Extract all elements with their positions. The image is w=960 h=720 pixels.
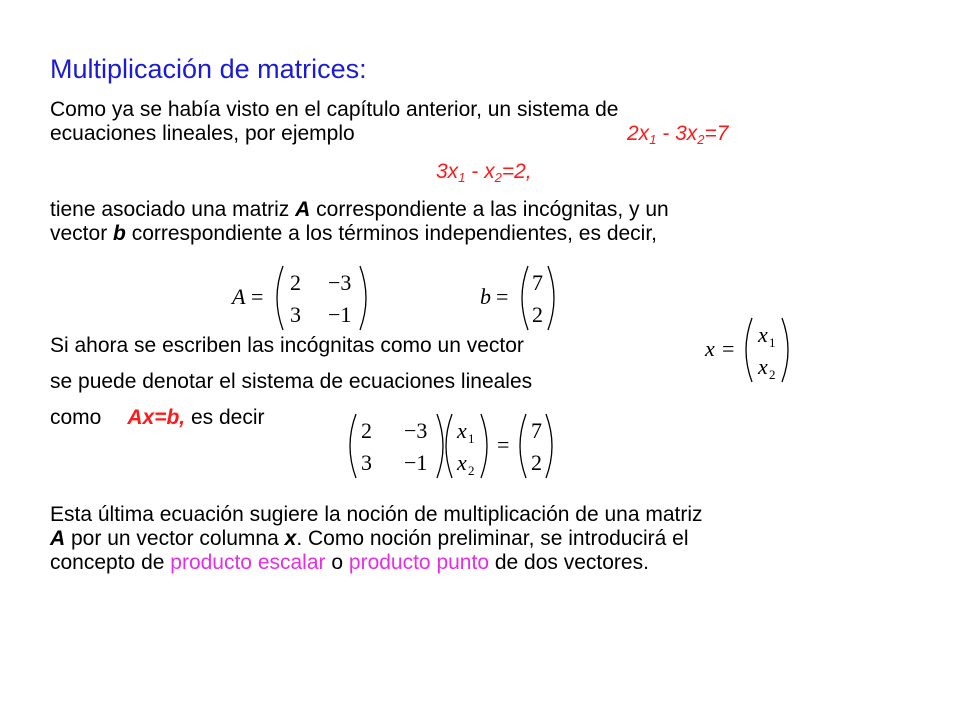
term-producto-escalar: producto escalar xyxy=(170,551,326,574)
vector-b xyxy=(476,262,566,334)
system-rhs-right-bracket xyxy=(546,414,552,478)
system-rhs-entry: 7 xyxy=(531,418,542,443)
system-matrix-left-bracket xyxy=(350,414,356,478)
eq2-sub-1: 1 xyxy=(458,170,466,185)
vector-b-equals: = xyxy=(496,284,509,309)
eq2-rhs: =2, xyxy=(501,160,532,183)
matrix-a-entry: 2 xyxy=(290,270,301,295)
matrix-paragraph xyxy=(50,198,888,246)
para4-text-6: de dos vectores. xyxy=(489,551,649,574)
matrix-a-equals: = xyxy=(251,284,264,309)
system-matrix-right-bracket xyxy=(437,414,443,478)
system-vector-entry-sub: 2 xyxy=(468,463,475,478)
matrix-a-symbol: A xyxy=(50,527,66,550)
vector-b-symbol: b xyxy=(113,222,126,245)
system-vector-entry-sub: 1 xyxy=(468,431,475,446)
intro-paragraph xyxy=(50,98,888,146)
eq2-term-b: - x xyxy=(465,160,495,183)
vector-x-symbol: x xyxy=(284,527,297,550)
vector-b-entry: 7 xyxy=(532,270,543,295)
page-title: Multiplicación de matrices: xyxy=(50,54,367,84)
para2-text-2: correspondiente a las incógnitas, y un xyxy=(310,198,669,221)
matrix-a xyxy=(228,262,378,334)
vector-b-name: b xyxy=(480,284,491,309)
como-text: como xyxy=(50,406,102,429)
es-decir-text: es decir xyxy=(185,406,265,429)
matrix-a-name: A xyxy=(232,284,246,309)
eq1-sub-1: 1 xyxy=(649,132,657,147)
eq1-term-b: - 3x xyxy=(656,122,698,145)
eq1-term-a: 2x xyxy=(627,122,650,145)
vector-x-equals: = xyxy=(722,336,735,361)
system-rhs-entry: 2 xyxy=(531,450,542,475)
vector-b-right-bracket xyxy=(548,266,554,330)
system-rhs-left-bracket xyxy=(520,414,526,478)
conclusion-paragraph xyxy=(50,503,888,575)
intro-text-1: Como ya se había visto en el capítulo anterior, un sistema de xyxy=(50,98,619,121)
matrix-a-entry: −3 xyxy=(328,270,352,295)
vector-x-entry: x xyxy=(758,322,768,347)
eq1-rhs: =7 xyxy=(704,122,729,145)
para4-text-2: por un vector columna xyxy=(65,527,285,550)
para2-text-3: vector xyxy=(50,222,114,245)
para4-text-5: o xyxy=(325,551,349,574)
matrix-a-left-bracket xyxy=(277,266,283,330)
vector-x-entry-sub: 2 xyxy=(769,367,776,382)
system-matrix-entry: −1 xyxy=(404,450,428,475)
vector-b-entry: 2 xyxy=(532,302,543,327)
matrix-a-symbol: A xyxy=(295,198,311,221)
para2-text-4: correspondiente a los términos independientes, es decir, xyxy=(125,222,658,245)
vector-x-entry-sub: 1 xyxy=(769,335,776,350)
vector-x-right-bracket xyxy=(782,318,788,382)
ax-equals-b: Ax=b, xyxy=(127,406,186,429)
system-vector-left-bracket xyxy=(446,414,452,478)
eq2-term-a: 3x xyxy=(436,160,459,183)
para4-text-3: . Como noción preliminar, se introducirá el xyxy=(296,527,689,550)
equation-1 xyxy=(627,122,728,146)
matrix-a-entry: −1 xyxy=(328,302,352,327)
eq1-sub-2: 2 xyxy=(697,132,705,147)
matrix-a-entry: 3 xyxy=(290,302,301,327)
system-equation xyxy=(344,410,560,482)
para4-text-1: Esta última ecuación sugiere la noción de multiplicación de una matriz xyxy=(50,503,703,526)
eq2-sub-2: 2 xyxy=(494,170,502,185)
intro-text-2: ecuaciones lineales, por ejemplo xyxy=(50,122,355,145)
para2-text-1: tiene asociado una matriz xyxy=(50,198,296,221)
system-matrix-entry: 2 xyxy=(361,418,372,443)
term-producto-punto: producto punto xyxy=(348,551,489,574)
system-vector-entry: x xyxy=(457,450,467,475)
system-matrix-entry: −3 xyxy=(404,418,428,443)
vector-b-left-bracket xyxy=(522,266,528,330)
system-matrix-entry: 3 xyxy=(361,450,372,475)
vector-x-entry: x xyxy=(758,354,768,379)
vector-intro-line-3 xyxy=(50,406,265,430)
vector-intro-line-2: se puede denotar el sistema de ecuaciones lineales xyxy=(50,370,533,393)
vector-x-left-bracket xyxy=(746,318,752,382)
system-vector-right-bracket xyxy=(481,414,487,478)
vector-x-name: x xyxy=(705,336,715,361)
equation-2 xyxy=(436,160,532,184)
matrix-a-right-bracket xyxy=(360,266,366,330)
system-vector-entry: x xyxy=(457,418,467,443)
para4-text-4: concepto de xyxy=(50,551,171,574)
vector-intro-line-1: Si ahora se escriben las incógnitas como un vector xyxy=(50,334,524,357)
vector-x xyxy=(702,314,812,386)
system-equals: = xyxy=(497,432,510,457)
